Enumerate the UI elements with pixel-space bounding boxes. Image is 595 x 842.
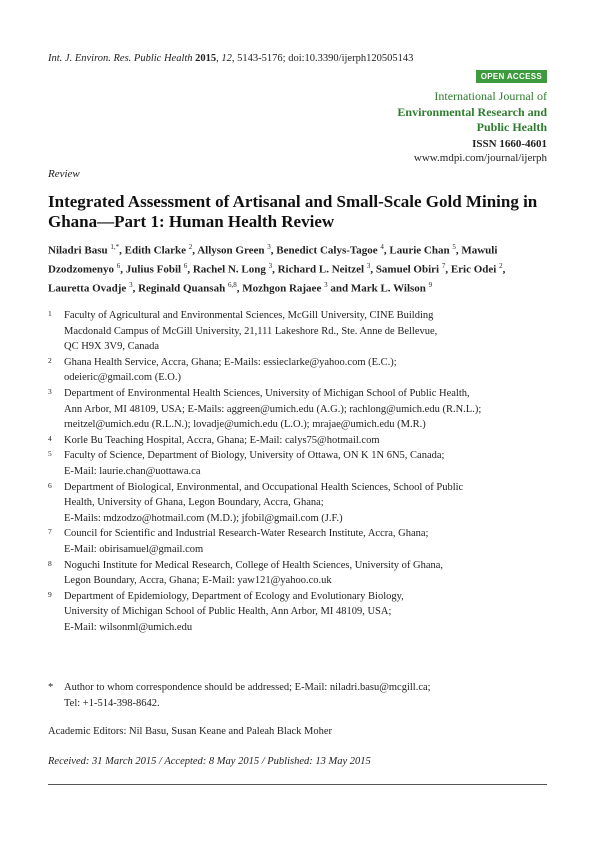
author-affiliation-ref: 6 xyxy=(183,262,188,271)
journal-name-line1: International Journal of xyxy=(434,89,547,103)
affiliation-item xyxy=(48,589,548,636)
affiliation-item xyxy=(48,526,548,557)
journal-name-line2: Environmental Research and xyxy=(397,104,547,119)
author-name: Lauretta Ovadje xyxy=(48,282,127,295)
affiliation-item xyxy=(48,480,548,527)
author-name: Edith Clarke xyxy=(124,244,187,257)
affiliation-text: Council for Scientific and Industrial Research-Water Research Institute, Accra, Ghana; E-Mail: obirisamuel@gmail.com xyxy=(64,528,429,555)
author-affiliation-ref: 1,* xyxy=(110,243,120,251)
affiliation-number: 9 xyxy=(48,589,52,599)
author-name: Reginald Quansah xyxy=(138,282,226,295)
author-affiliation-ref: 3 xyxy=(324,281,328,290)
author-affiliation-ref: 6 xyxy=(116,262,121,271)
affiliation-text: Ghana Health Service, Accra, Ghana; E-Mails: essieclarke@yahoo.com (E.C.); odeieric@gmail.com (E.O.) xyxy=(64,356,397,384)
affiliation-number: 4 xyxy=(48,433,52,443)
affiliation-number: 2 xyxy=(48,355,52,365)
issn: ISSN 1660-4601 xyxy=(472,138,547,150)
affiliation-text: Korle Bu Teaching Hospital, Accra, Ghana; E-Mail: calys75@hotmail.com xyxy=(64,434,380,446)
affiliation-text: Department of Environmental Health Sciences, University of Michigan School of Public Health, Ann Arbor, MI 48109, USA; E-Mails: aggreen@umich.edu (A.G.); rachlong@umich.edu (R.N.L.); rneitzel@umich.edu (R.L.N.); lovadje@umich.edu (L.O.); mrajae@umich.edu (M.R.) xyxy=(64,387,482,431)
affiliation-item xyxy=(48,433,548,449)
author-affiliation-ref: 5 xyxy=(452,243,456,251)
affiliation-item xyxy=(48,558,548,589)
affiliation-number: 6 xyxy=(48,480,52,490)
affiliation-list xyxy=(48,308,548,635)
author-affiliation-ref: 2 xyxy=(188,243,193,251)
academic-editors: Academic Editors: Nil Basu, Susan Keane and Paleah Black Moher xyxy=(48,726,333,737)
affiliation-number: 7 xyxy=(48,527,52,537)
affiliation-number: 5 xyxy=(48,449,52,459)
affiliation-number: 1 xyxy=(48,309,52,318)
citation-doi: , 5143-5176; doi:10.3390/ijerph120505143 xyxy=(231,53,414,64)
affiliation-text: Department of Epidemiology, Department of Ecology and Evolutionary Biology, University of Michigan School of Public Health, Ann Arbor, MI 48109, USA; E-Mail: wilsonml@umich.edu xyxy=(64,590,404,633)
author-name: Allyson Green xyxy=(197,244,265,257)
correspondence-star: * xyxy=(48,682,54,693)
affiliation-item xyxy=(48,448,548,479)
affiliation-text: Faculty of Science, Department of Biology, University of Ottawa, ON K 1N 6N5, Canada; E-Mail: laurie.chan@uottawa.ca xyxy=(64,450,445,477)
citation-line: Int. J. Environ. Res. Public Health 2015, 12, 5143-5176; doi:10.3390/ijerph120505143 xyxy=(48,53,414,64)
author-affiliation-ref: 6,8 xyxy=(227,281,237,290)
author-affiliation-ref: 3 xyxy=(366,262,371,271)
correspondence-note xyxy=(48,680,548,711)
author-affiliation-ref: 7 xyxy=(441,262,446,271)
affiliation-item xyxy=(48,355,548,386)
author-affiliation-ref: 3 xyxy=(129,281,133,290)
author-affiliation-ref: 3 xyxy=(268,262,273,271)
author-affiliation-ref: 9 xyxy=(428,281,433,290)
author-name: Mawuli Dzodzomenyo xyxy=(48,244,498,276)
author-affiliation-ref: 2 xyxy=(499,262,503,271)
divider-rule xyxy=(48,784,547,785)
author-name: Samuel Obiri xyxy=(375,263,440,276)
affiliation-text: Noguchi Institute for Medical Research, College of Health Sciences, University of Ghana, Legon Boundary, Accra, Ghana; E-Mail: yaw121@yahoo.co.uk xyxy=(64,559,444,587)
author-affiliation-ref: 3 xyxy=(267,243,271,251)
citation-year: 2015 xyxy=(195,53,217,64)
affiliation-item xyxy=(48,308,548,355)
author-name: Mozhgon Rajaee xyxy=(242,282,322,295)
correspondence-text: Author to whom correspondence should be addressed; E-Mail: niladri.basu@mcgill.ca; Tel: +1-514-398-8642. xyxy=(64,682,431,709)
citation-journal: Int. J. Environ. Res. Public Health xyxy=(48,53,193,64)
publication-dates: Received: 31 March 2015 / Accepted: 8 May 2015 / Published: 13 May 2015 xyxy=(48,756,371,767)
affiliation-text: Faculty of Agricultural and Environmental Sciences, McGill University, CINE Building Macdonald Campus of McGill University, 21,111 Lakeshore Rd., Ste. Anne de Bellevue, QC H9X 3V9, Canada xyxy=(64,310,438,353)
author-name: Benedict Calys-Tagoe xyxy=(276,244,378,257)
affiliation-number: 8 xyxy=(48,558,52,568)
journal-name xyxy=(397,89,547,136)
author-name: Richard L. Neitzel xyxy=(277,263,365,276)
author-affiliation-ref: 4 xyxy=(380,243,384,251)
author-name: Julius Fobil xyxy=(125,263,182,276)
article-title: Integrated Assessment of Artisanal and Small-Scale Gold Mining in Ghana—Part 1: Human Health Review xyxy=(48,192,538,231)
journal-name-line3: Public Health xyxy=(476,120,547,134)
open-access-badge: OPEN ACCESS xyxy=(476,70,547,83)
affiliation-item xyxy=(48,386,548,433)
author-name: Mark L. Wilson xyxy=(350,282,426,295)
citation-volume: 12 xyxy=(221,53,232,64)
author-name: Rachel N. Long xyxy=(192,263,266,276)
author-list: Niladri Basu $^{1,*}$, Edith Clarke $^2$, Allyson Green $^3$, Benedict Calys-Tagoe $^4$, Laurie Chan $^5$, Mawuli Dzodzomenyo $^6$, Julius Fobil $^6$, Rachel N. Long $^3$, Richard L. Neitzel $^3$, Samuel Obiri $^7$, Eric Odei $^2$, Lauretta Ovadje $^3$, Reginald Quansah $^{6,8}$, Mozhgon Rajaee $^3$ and Mark L. Wilson $^9$ xyxy=(48,243,506,295)
author-name: Laurie Chan xyxy=(389,244,450,257)
author-name: Niladri Basu xyxy=(48,244,108,257)
affiliation-number: 3 xyxy=(48,386,52,396)
article-type: Review xyxy=(48,168,80,180)
affiliation-text: Department of Biological, Environmental, and Occupational Health Sciences, School of Public Health, University of Ghana, Legon Boundary, Accra, Ghana; E-Mails: mdzodzo@hotmail.com (M.D.); jfobil@gmail.com (J.F.) xyxy=(64,481,464,524)
journal-url[interactable]: www.mdpi.com/journal/ijerph xyxy=(413,152,547,164)
author-name: Eric Odei xyxy=(450,263,497,276)
